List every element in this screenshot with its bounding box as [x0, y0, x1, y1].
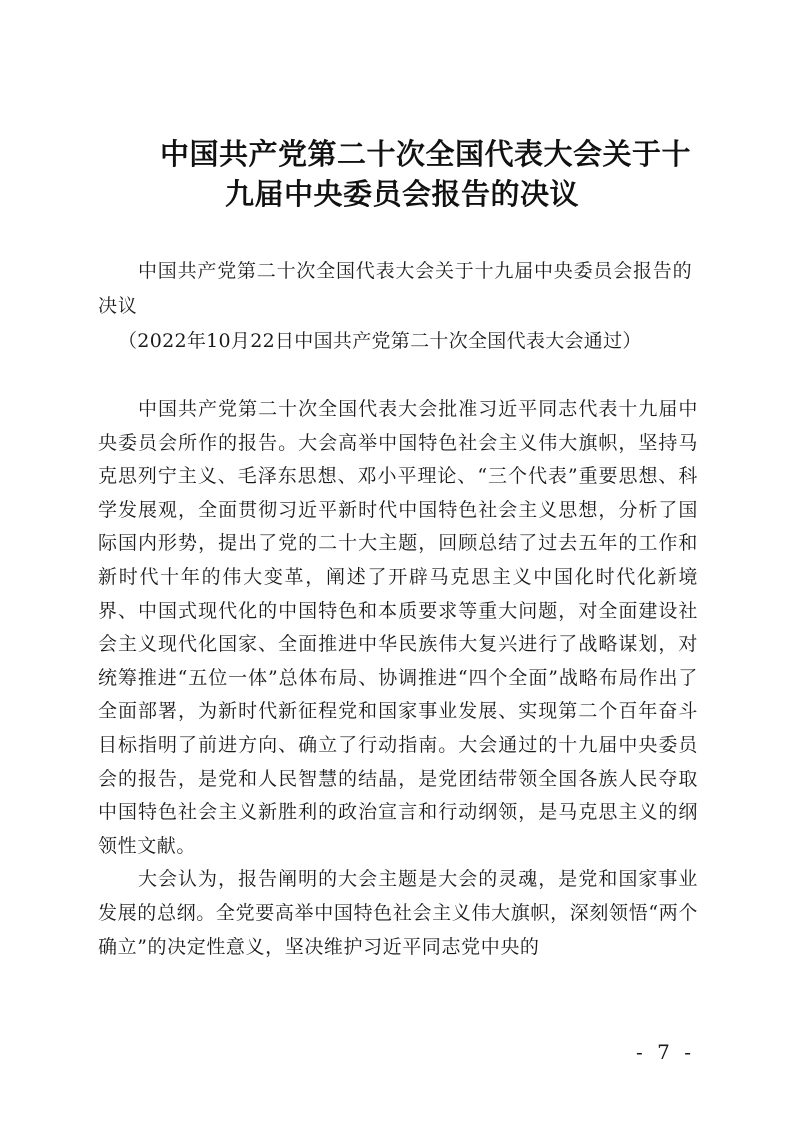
adoption-dateline: （2022年10月22日中国共产党第二十次全国代表大会通过）: [118, 330, 642, 352]
document-subtitle: 中国共产党第二十次全国代表大会关于十九届中央委员会报告的决议: [98, 260, 693, 317]
document-title-line-2: 九届中央委员会报告的决议: [225, 177, 580, 211]
page-number: - 7 -: [636, 1040, 695, 1064]
document-title-line-1: 中国共产党第二十次全国代表大会关于十: [160, 137, 692, 171]
body-paragraph: 中国共产党第二十次全国代表大会批准习近平同志代表十九届中央委员会所作的报告。大会高举中国特色社会主义伟大旗帜，坚持马克思列宁主义、毛泽东思想、邓小平理论、“三个代表”重要思想、科学发展观，全面贯彻习近平新时代中国特色社会主义思想，分析了国际国内形势，提出了党的二十大主题，回顾总结了过去五年的工作和新时代十年的伟大变革，阐述了开辟马克思主义中国化时代化新境界、中国式现代化的中国特色和本质要求等重大问题，对全面建设社会主义现代化国家、全面推进中华民族伟大复兴进行了战略谋划，对统筹推进“五位一体”总体布局、协调推进“四个全面”战略布局作出了全面部署，为新时代新征程党和国家事业发展、实现第二个百年奋斗目标指明了前进方向、确立了行动指南。大会通过的十九届中央委员会的报告，是党和人民智慧的结晶，是党团结带领全国各族人民夺取中国特色社会主义新胜利的政治宣言和行动纲领，是马克思主义的纲领性文献。: [98, 398, 698, 857]
document-body: [98, 393, 698, 964]
body-paragraph: 大会认为，报告阐明的大会主题是大会的灵魂，是党和国家事业发展的总纲。全党要高举中国特色社会主义伟大旗帜，深刻领悟“两个确立”的决定性意义，坚决维护习近平同志党中央的: [98, 868, 698, 958]
